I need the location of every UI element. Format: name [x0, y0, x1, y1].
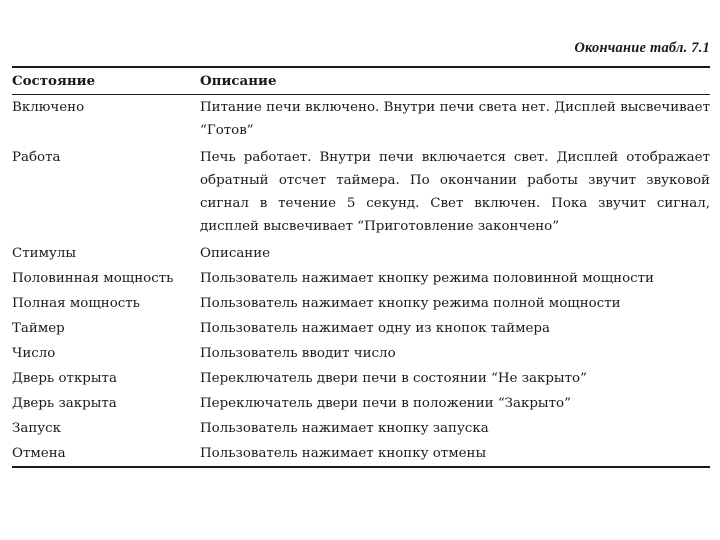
stimulus-name: Дверь закрыта — [12, 396, 117, 411]
table-row — [12, 95, 710, 145]
stimulus-description: Переключатель двери печи в состоянии “Не закрыто” — [200, 371, 587, 386]
table-row — [12, 441, 710, 466]
stimulus-name: Число — [12, 346, 56, 361]
stimulus-description: Пользователь нажимает кнопку режима половинной мощности — [200, 271, 654, 286]
table-row — [12, 291, 710, 316]
state-description: Печь работает. Внутри печи включается свет. Дисплей отображает обратный отсчет таймера. По окончании работы звучит звуковой сигнал в течение 5 секунд. Свет включен. Пока звучит сигнал, дисплей высвечивает “Приготовление закончено” — [200, 150, 710, 234]
stimuli-header-name: Стимулы — [12, 246, 77, 261]
table-caption: Окончание табл. 7.1 — [574, 40, 710, 56]
table-row — [12, 391, 710, 416]
header-row — [12, 68, 710, 94]
table-row — [12, 366, 710, 391]
stimulus-name: Дверь открыта — [12, 371, 117, 386]
stimulus-description: Пользователь нажимает одну из кнопок таймера — [200, 321, 550, 336]
stimulus-description: Пользователь вводит число — [200, 346, 396, 361]
table-row — [12, 341, 710, 366]
state-description: Питание печи включено. Внутри печи света нет. Дисплей высвечивает “Готов” — [200, 100, 710, 138]
stimulus-name: Таймер — [12, 321, 65, 336]
header-description: Описание — [200, 73, 277, 89]
stimulus-description: Переключатель двери печи в положении “Закрыто” — [200, 396, 571, 411]
table-row — [12, 266, 710, 291]
stimulus-description: Пользователь нажимает кнопку режима полной мощности — [200, 296, 621, 311]
stimuli-header-description: Описание — [200, 246, 271, 261]
table-row — [12, 316, 710, 341]
state-table — [12, 66, 710, 468]
stimulus-name: Запуск — [12, 421, 61, 436]
table — [12, 68, 710, 94]
stimuli-header-row — [12, 241, 710, 266]
bottom-rule — [12, 466, 710, 468]
table-row — [12, 416, 710, 441]
state-name: Включено — [12, 100, 85, 115]
stimulus-description: Пользователь нажимает кнопку запуска — [200, 421, 489, 436]
header-state: Состояние — [12, 73, 96, 89]
stimulus-name: Отмена — [12, 446, 66, 461]
stimulus-name: Полная мощность — [12, 296, 140, 311]
table-row — [12, 145, 710, 241]
stimulus-description: Пользователь нажимает кнопку отмены — [200, 446, 487, 461]
state-name: Работа — [12, 150, 61, 165]
stimulus-name: Половинная мощность — [12, 271, 174, 286]
table-body — [12, 95, 710, 466]
